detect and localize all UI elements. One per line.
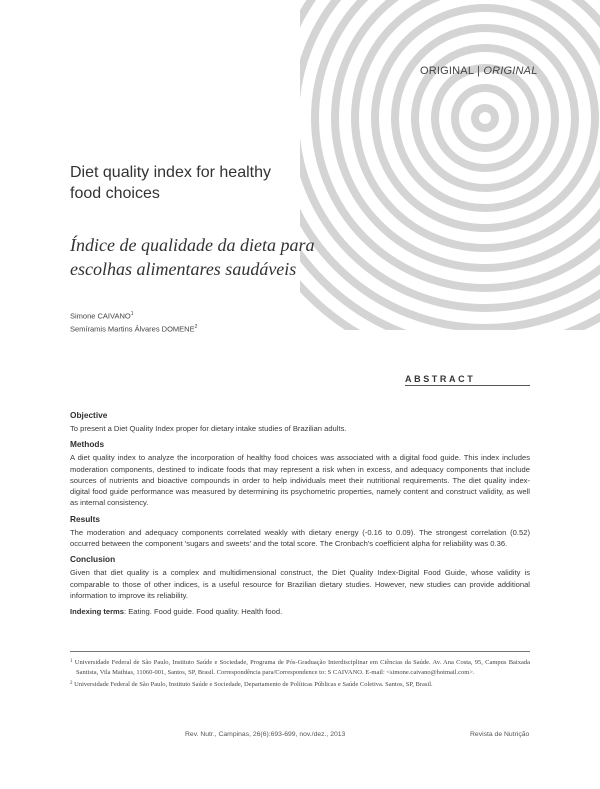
section-label (420, 65, 538, 77)
decorative-ring (475, 108, 495, 128)
footnote-2 (70, 679, 530, 690)
footer-journal: Revista de Nutrição (470, 731, 530, 738)
section-text: A diet quality index to analyze the incorporation of healthy food choices was associated with a digital food guide. This index includes moderation components, destined to indicate foods that may represent a risk when in excess, and adequacy components that include sources of nutrients and bioactive compounds in order to help individuals meet their nutritional requirements. The diet quality index-digital food guide performance was measured by determining its psychometric properties, namely content and construct validity, as well as internal consistency. (70, 453, 530, 508)
section-label-text: ORIGINAL (420, 65, 474, 77)
footnotes (70, 657, 530, 692)
section-text: The moderation and adequacy components correlated weakly with dietary energy (-0.16 to 0.09). The strongest correlation (0.52) occurred between the component 'sugars and sweets' and the total score. The Cronbach's coefficient alpha for reliability was 0.36. (70, 527, 530, 549)
indexing-terms (70, 606, 530, 617)
author-name: Simone CAIVANO (70, 311, 131, 321)
footnote-1 (70, 657, 530, 677)
author-name: Semíramis Martins Álvares DOMENE (70, 324, 195, 334)
indexing-label: Indexing terms (70, 607, 125, 617)
decorative-ring (435, 68, 535, 168)
section-label-italic: ORIGINAL (483, 65, 538, 77)
author-affiliation-mark: 1 (130, 311, 134, 317)
title-english: Diet quality index for healthy food choices (70, 164, 271, 202)
section-text: To present a Diet Quality Index proper for dietary intake studies of Brazilian adults. (70, 424, 347, 433)
footnote-text: Universidade Federal de São Paulo, Instituto Saúde e Sociedade, Programa de Pós-Graduação Interdisciplinar em Ciências da Saúde. Av. Ana Costa, 95, Campus Baixada Santista, Vila Mathias, 11060-001, Santos, SP, Brasil. Correspondência para/Correspondence to: S CAIVANO. E-mail: <simone.caivano@hotmail.com>. (74, 659, 530, 676)
footnote-mark: 2 (70, 681, 73, 687)
abstract-body (70, 410, 530, 618)
decorative-ring (375, 8, 595, 228)
footnote-mark: 1 (70, 659, 73, 664)
footnote-rule (70, 651, 530, 652)
section-heading: Methods (70, 439, 105, 450)
decorative-ring (455, 88, 515, 148)
section-heading: Conclusion (70, 554, 116, 565)
title-portuguese: Índice de qualidade da dieta para escolhas alimentares saudáveis (70, 235, 315, 279)
footer-citation: Rev. Nutr., Campinas, 26(6):693-699, nov./dez., 2013 (185, 731, 346, 738)
decorative-ring (395, 28, 575, 208)
author-affiliation-mark: 2 (194, 324, 198, 330)
concentric-rings-decoration (300, 0, 600, 330)
section-heading: Objective (70, 410, 108, 420)
author-2 (70, 324, 197, 334)
section-label-separator: | (473, 65, 484, 77)
abstract-heading: ABSTRACT (405, 374, 476, 384)
footnote-text: Universidade Federal de São Paulo, Instituto Saúde e Sociedade, Departamento de Políticas Públicas e Saúde Coletiva. Santos, SP, Brasil. (74, 681, 433, 689)
indexing-terms-text: : Eating. Food guide. Food quality. Health food. (124, 607, 283, 617)
abstract-rule (405, 385, 530, 386)
section-text: Given that diet quality is a complex and multidimensional construct, the Diet Quality Index-Digital Food Guide, whose validity is comparable to those of other indices, is a useful resource for Brazilian dietary studies. However, new studies can provide additional information to improve its reliability. (70, 568, 530, 600)
section-heading: Results (70, 513, 100, 524)
author-1 (70, 311, 134, 321)
